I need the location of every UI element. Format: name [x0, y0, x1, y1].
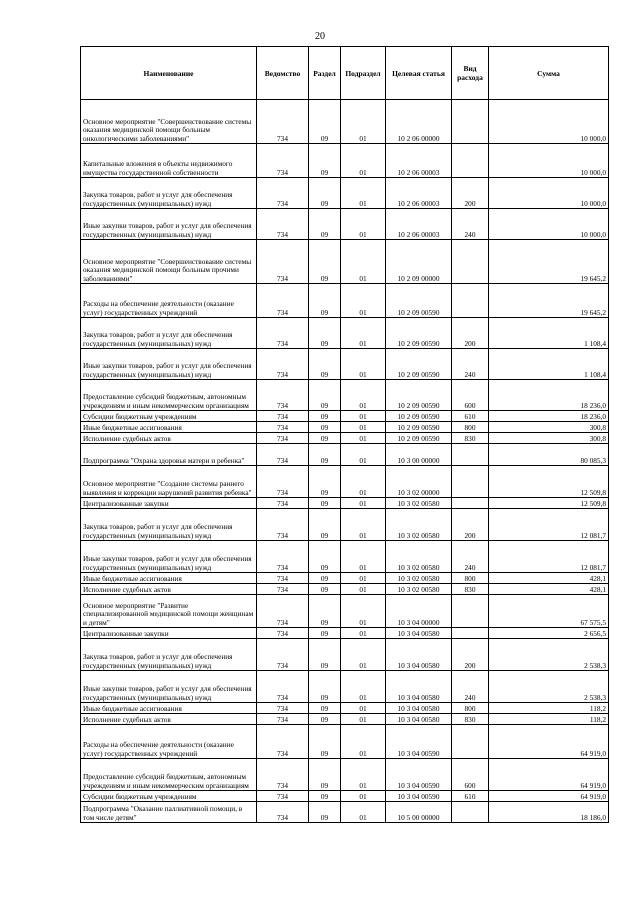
cell-name: Основное мероприятие "Совершенствование системы оказания медицинской помощи больным прочими заболеваниями": [81, 240, 257, 284]
cell-podrazdel: 01: [341, 349, 386, 380]
cell-razdel: 09: [309, 509, 341, 541]
cell-summa: 2 538,3: [489, 639, 609, 671]
cell-name: Субсидии бюджетным учреждениям: [81, 791, 257, 802]
cell-statya: 10 2 09 00590: [386, 284, 452, 318]
cell-summa: 10 000,0: [489, 178, 609, 209]
cell-vid: [452, 284, 489, 318]
table-row: [81, 240, 609, 284]
cell-razdel: 09: [309, 466, 341, 498]
cell-podrazdel: 01: [341, 209, 386, 240]
cell-vedomstvo: 734: [257, 444, 309, 466]
cell-statya: 10 3 04 00580: [386, 671, 452, 703]
cell-vid: [452, 595, 489, 628]
cell-name: Иные бюджетные ассигнования: [81, 703, 257, 714]
cell-razdel: 09: [309, 318, 341, 349]
cell-vid: [452, 466, 489, 498]
cell-podrazdel: 01: [341, 380, 386, 411]
cell-razdel: 09: [309, 349, 341, 380]
cell-vid: 600: [452, 380, 489, 411]
cell-vedomstvo: 734: [257, 703, 309, 714]
cell-name: Исполнение судебных актов: [81, 433, 257, 444]
cell-podrazdel: 01: [341, 318, 386, 349]
cell-name: Предоставление субсидий бюджетным, автономным учреждениям и иным некоммерческим организациям: [81, 380, 257, 411]
cell-razdel: 09: [309, 595, 341, 628]
cell-name: Расходы на обеспечение деятельности (оказание услуг) государственных учреждений: [81, 284, 257, 318]
table-row: [81, 573, 609, 584]
table-row: [81, 444, 609, 466]
budget-table: [80, 46, 609, 823]
cell-name: Закупка товаров, работ и услуг для обеспечения государственных (муниципальных) нужд: [81, 318, 257, 349]
cell-razdel: 09: [309, 498, 341, 509]
cell-podrazdel: 01: [341, 791, 386, 802]
cell-vid: [452, 802, 489, 823]
cell-name: Иные закупки товаров, работ и услуг для обеспечения государственных (муниципальных) нужд: [81, 541, 257, 573]
cell-vid: 830: [452, 714, 489, 725]
page-number: 20: [315, 31, 325, 42]
cell-summa: 1 108,4: [489, 318, 609, 349]
cell-vid: 240: [452, 541, 489, 573]
cell-statya: 10 3 02 00580: [386, 584, 452, 595]
cell-podrazdel: 01: [341, 422, 386, 433]
cell-vid: 240: [452, 671, 489, 703]
cell-vid: 610: [452, 411, 489, 422]
cell-razdel: 09: [309, 100, 341, 144]
cell-vedomstvo: 734: [257, 349, 309, 380]
cell-podrazdel: 01: [341, 573, 386, 584]
cell-vid: 240: [452, 209, 489, 240]
cell-vedomstvo: 734: [257, 584, 309, 595]
cell-statya: 10 2 09 00590: [386, 318, 452, 349]
cell-vedomstvo: 734: [257, 628, 309, 639]
table-row: [81, 703, 609, 714]
cell-razdel: 09: [309, 178, 341, 209]
cell-razdel: 09: [309, 628, 341, 639]
cell-summa: 428,1: [489, 584, 609, 595]
cell-name: Подпрограмма "Оказание паллиативной помощи, в том числе детям": [81, 802, 257, 823]
cell-razdel: 09: [309, 433, 341, 444]
cell-razdel: 09: [309, 209, 341, 240]
cell-vid: 200: [452, 639, 489, 671]
table-row: [81, 791, 609, 802]
table-row: [81, 284, 609, 318]
cell-name: Исполнение судебных актов: [81, 584, 257, 595]
cell-vedomstvo: 734: [257, 144, 309, 178]
table-row: [81, 671, 609, 703]
table-row: [81, 380, 609, 411]
cell-podrazdel: 01: [341, 725, 386, 759]
table-row: [81, 318, 609, 349]
cell-summa: 10 000,0: [489, 209, 609, 240]
header-podrazdel: Подраздел: [341, 47, 386, 100]
cell-statya: 10 3 04 00590: [386, 759, 452, 791]
cell-name: Иные бюджетные ассигнования: [81, 422, 257, 433]
cell-name: Иные закупки товаров, работ и услуг для обеспечения государственных (муниципальных) нужд: [81, 209, 257, 240]
cell-summa: 18 236,0: [489, 411, 609, 422]
cell-vedomstvo: 734: [257, 759, 309, 791]
cell-summa: 19 645,2: [489, 284, 609, 318]
cell-summa: 12 509,8: [489, 466, 609, 498]
cell-razdel: 09: [309, 380, 341, 411]
table-row: [81, 466, 609, 498]
table-body: [81, 100, 609, 823]
cell-summa: 18 236,0: [489, 380, 609, 411]
cell-vid: 800: [452, 422, 489, 433]
cell-statya: 10 2 09 00590: [386, 349, 452, 380]
cell-statya: 10 3 02 00580: [386, 541, 452, 573]
cell-vedomstvo: 734: [257, 639, 309, 671]
header-name: Наименование: [81, 47, 257, 100]
cell-name: Закупка товаров, работ и услуг для обеспечения государственных (муниципальных) нужд: [81, 639, 257, 671]
cell-podrazdel: 01: [341, 802, 386, 823]
cell-vedomstvo: 734: [257, 411, 309, 422]
cell-name: Закупка товаров, работ и услуг для обеспечения государственных (муниципальных) нужд: [81, 509, 257, 541]
cell-statya: 10 3 04 00580: [386, 703, 452, 714]
cell-summa: 300,8: [489, 433, 609, 444]
table-row: [81, 411, 609, 422]
header-vid: Вид расхода: [452, 47, 489, 100]
cell-podrazdel: 01: [341, 595, 386, 628]
cell-razdel: 09: [309, 411, 341, 422]
cell-razdel: 09: [309, 759, 341, 791]
cell-vedomstvo: 734: [257, 714, 309, 725]
cell-name: Централизованные закупки: [81, 498, 257, 509]
cell-razdel: 09: [309, 144, 341, 178]
cell-statya: 10 3 02 00580: [386, 573, 452, 584]
cell-vedomstvo: 734: [257, 209, 309, 240]
table-row: [81, 144, 609, 178]
cell-statya: 10 2 09 00000: [386, 240, 452, 284]
cell-statya: 10 3 02 00000: [386, 466, 452, 498]
cell-podrazdel: 01: [341, 444, 386, 466]
cell-statya: 10 2 06 00003: [386, 209, 452, 240]
cell-statya: 10 2 06 00003: [386, 178, 452, 209]
cell-razdel: 09: [309, 284, 341, 318]
cell-summa: 10 000,0: [489, 100, 609, 144]
cell-name: Иные закупки товаров, работ и услуг для обеспечения государственных (муниципальных) нужд: [81, 671, 257, 703]
cell-summa: 12 509,8: [489, 498, 609, 509]
cell-name: Иные бюджетные ассигнования: [81, 573, 257, 584]
table-row: [81, 628, 609, 639]
cell-name: Исполнение судебных актов: [81, 714, 257, 725]
cell-razdel: 09: [309, 584, 341, 595]
cell-name: Основное мероприятие "Развитие специализированной медицинской помощи женщинам и детям": [81, 595, 257, 628]
header-statya: Целевая статья: [386, 47, 452, 100]
cell-vid: 800: [452, 573, 489, 584]
cell-statya: 10 3 04 00580: [386, 628, 452, 639]
table-row: [81, 541, 609, 573]
cell-razdel: 09: [309, 240, 341, 284]
cell-vedomstvo: 734: [257, 802, 309, 823]
cell-name: Расходы на обеспечение деятельности (оказание услуг) государственных учреждений: [81, 725, 257, 759]
cell-vid: 610: [452, 791, 489, 802]
table-row: [81, 639, 609, 671]
table-row: [81, 100, 609, 144]
cell-vid: [452, 498, 489, 509]
cell-razdel: 09: [309, 725, 341, 759]
table-row: [81, 759, 609, 791]
cell-podrazdel: 01: [341, 714, 386, 725]
cell-statya: 10 2 09 00590: [386, 411, 452, 422]
cell-summa: 64 919,0: [489, 759, 609, 791]
cell-summa: 12 081,7: [489, 509, 609, 541]
cell-vedomstvo: 734: [257, 509, 309, 541]
cell-statya: 10 2 09 00590: [386, 422, 452, 433]
cell-vedomstvo: 734: [257, 595, 309, 628]
cell-vedomstvo: 734: [257, 791, 309, 802]
cell-name: Подпрограмма "Охрана здоровья матери и ребенка": [81, 444, 257, 466]
cell-statya: 10 3 04 00580: [386, 714, 452, 725]
cell-podrazdel: 01: [341, 703, 386, 714]
cell-podrazdel: 01: [341, 433, 386, 444]
cell-statya: 10 3 04 00000: [386, 595, 452, 628]
cell-podrazdel: 01: [341, 759, 386, 791]
cell-statya: 10 3 04 00590: [386, 791, 452, 802]
cell-statya: 10 2 06 00003: [386, 144, 452, 178]
cell-vedomstvo: 734: [257, 671, 309, 703]
cell-vedomstvo: 734: [257, 466, 309, 498]
cell-summa: 118,2: [489, 703, 609, 714]
cell-vid: 240: [452, 349, 489, 380]
cell-podrazdel: 01: [341, 240, 386, 284]
cell-vid: 200: [452, 178, 489, 209]
cell-name: Централизованные закупки: [81, 628, 257, 639]
cell-statya: 10 3 02 00580: [386, 498, 452, 509]
cell-vedomstvo: 734: [257, 725, 309, 759]
cell-statya: 10 2 09 00590: [386, 433, 452, 444]
cell-summa: 18 186,0: [489, 802, 609, 823]
cell-razdel: 09: [309, 422, 341, 433]
cell-summa: 80 085,3: [489, 444, 609, 466]
table-row: [81, 433, 609, 444]
cell-podrazdel: 01: [341, 284, 386, 318]
cell-summa: 19 645,2: [489, 240, 609, 284]
cell-vid: 600: [452, 759, 489, 791]
cell-podrazdel: 01: [341, 411, 386, 422]
cell-summa: 64 919,0: [489, 725, 609, 759]
cell-podrazdel: 01: [341, 178, 386, 209]
cell-razdel: 09: [309, 444, 341, 466]
table-header-row: [81, 47, 609, 100]
cell-vid: [452, 240, 489, 284]
cell-podrazdel: 01: [341, 498, 386, 509]
cell-name: Основное мероприятие "Совершенствование системы оказания медицинской помощи больным онкологическими заболеваниями": [81, 100, 257, 144]
cell-podrazdel: 01: [341, 541, 386, 573]
cell-podrazdel: 01: [341, 509, 386, 541]
cell-podrazdel: 01: [341, 466, 386, 498]
cell-name: Закупка товаров, работ и услуг для обеспечения государственных (муниципальных) нужд: [81, 178, 257, 209]
table-row: [81, 178, 609, 209]
table-row: [81, 714, 609, 725]
table-row: [81, 509, 609, 541]
cell-statya: 10 2 06 00000: [386, 100, 452, 144]
cell-vedomstvo: 734: [257, 541, 309, 573]
cell-vedomstvo: 734: [257, 318, 309, 349]
cell-podrazdel: 01: [341, 144, 386, 178]
cell-summa: 428,1: [489, 573, 609, 584]
cell-name: Субсидии бюджетным учреждениям: [81, 411, 257, 422]
cell-vedomstvo: 734: [257, 284, 309, 318]
table-row: [81, 725, 609, 759]
cell-vid: 830: [452, 584, 489, 595]
cell-podrazdel: 01: [341, 628, 386, 639]
cell-name: Иные закупки товаров, работ и услуг для обеспечения государственных (муниципальных) нужд: [81, 349, 257, 380]
cell-razdel: 09: [309, 791, 341, 802]
table-row: [81, 595, 609, 628]
cell-vid: 800: [452, 703, 489, 714]
header-summa: Сумма: [489, 47, 609, 100]
cell-razdel: 09: [309, 802, 341, 823]
cell-podrazdel: 01: [341, 671, 386, 703]
cell-vid: 830: [452, 433, 489, 444]
cell-summa: 2 538,3: [489, 671, 609, 703]
table-row: [81, 584, 609, 595]
cell-razdel: 09: [309, 639, 341, 671]
cell-summa: 118,2: [489, 714, 609, 725]
cell-vedomstvo: 734: [257, 573, 309, 584]
cell-vedomstvo: 734: [257, 100, 309, 144]
table-row: [81, 349, 609, 380]
header-razdel: Раздел: [309, 47, 341, 100]
cell-vid: [452, 144, 489, 178]
cell-podrazdel: 01: [341, 639, 386, 671]
cell-vid: [452, 628, 489, 639]
cell-vid: 200: [452, 318, 489, 349]
cell-statya: 10 3 00 00000: [386, 444, 452, 466]
cell-razdel: 09: [309, 541, 341, 573]
cell-vedomstvo: 734: [257, 422, 309, 433]
cell-vedomstvo: 734: [257, 178, 309, 209]
cell-podrazdel: 01: [341, 100, 386, 144]
cell-podrazdel: 01: [341, 584, 386, 595]
cell-statya: 10 5 00 00000: [386, 802, 452, 823]
cell-statya: 10 3 04 00590: [386, 725, 452, 759]
cell-razdel: 09: [309, 703, 341, 714]
table-row: [81, 802, 609, 823]
cell-name: Основное мероприятие "Создание системы раннего выявления и коррекции нарушений развития ребенка": [81, 466, 257, 498]
cell-vid: [452, 725, 489, 759]
cell-vedomstvo: 734: [257, 498, 309, 509]
cell-vid: [452, 100, 489, 144]
cell-statya: 10 2 09 00590: [386, 380, 452, 411]
cell-vedomstvo: 734: [257, 433, 309, 444]
cell-name: Капитальные вложения в объекты недвижимого имущества государственной собственности: [81, 144, 257, 178]
cell-statya: 10 3 02 00580: [386, 509, 452, 541]
cell-summa: 67 575,5: [489, 595, 609, 628]
cell-name: Предоставление субсидий бюджетным, автономным учреждениям и иным некоммерческим организациям: [81, 759, 257, 791]
cell-summa: 12 081,7: [489, 541, 609, 573]
cell-vid: [452, 444, 489, 466]
cell-summa: 2 656,5: [489, 628, 609, 639]
table-row: [81, 209, 609, 240]
cell-vedomstvo: 734: [257, 240, 309, 284]
cell-summa: 300,8: [489, 422, 609, 433]
table-row: [81, 422, 609, 433]
cell-statya: 10 3 04 00580: [386, 639, 452, 671]
cell-razdel: 09: [309, 714, 341, 725]
cell-summa: 64 919,0: [489, 791, 609, 802]
header-vedomstvo: Ведомство: [257, 47, 309, 100]
cell-razdel: 09: [309, 671, 341, 703]
cell-razdel: 09: [309, 573, 341, 584]
table-row: [81, 498, 609, 509]
cell-vid: 200: [452, 509, 489, 541]
cell-summa: 1 108,4: [489, 349, 609, 380]
cell-vedomstvo: 734: [257, 380, 309, 411]
cell-summa: 10 000,0: [489, 144, 609, 178]
